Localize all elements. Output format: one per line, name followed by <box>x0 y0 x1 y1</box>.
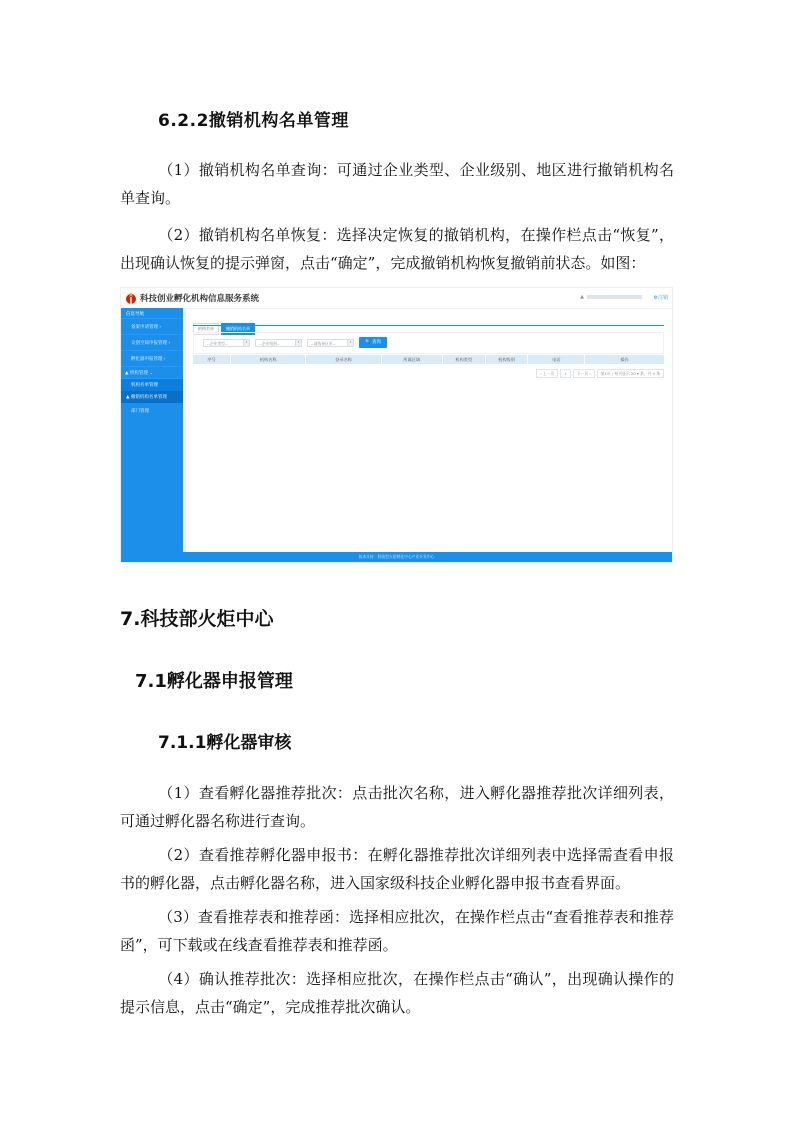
select-value: --企业类型-- <box>207 341 228 346</box>
tab-revoked-list[interactable]: 撤销机构名单 <box>221 323 255 335</box>
paragraph-2 <box>120 221 674 277</box>
sidebar-subitem-org-list[interactable]: 机构名单管理 <box>121 379 183 391</box>
col-login-name: 登录名称 <box>306 355 381 364</box>
col-index: 序号 <box>193 355 231 364</box>
tab-org-list[interactable]: 机构名单 <box>193 323 219 335</box>
embedded-screenshot <box>120 287 673 563</box>
torch-logo-icon <box>124 291 138 305</box>
sidebar-item-filing[interactable]: 备案申请管理 › <box>121 319 183 335</box>
footer: 技术支持：科技型火炬孵化中心产业开发中心 <box>121 552 672 562</box>
table-header <box>193 355 664 364</box>
chevron-down-icon: ▾ <box>347 340 353 346</box>
sidebar-item-department[interactable]: 部门管理 <box>131 409 149 414</box>
col-phone: 电话 <box>528 355 585 364</box>
user-icon: ▲ <box>580 294 584 300</box>
top-bar <box>121 288 672 309</box>
chevron-down-icon: ▾ <box>295 340 301 346</box>
page-number[interactable]: 1 <box>560 369 570 378</box>
enterprise-type-select[interactable] <box>203 339 250 347</box>
tab-underline <box>193 325 664 326</box>
paragraph-6 <box>120 965 674 1021</box>
col-region: 所属区域 <box>382 355 443 364</box>
paragraph-4 <box>120 841 674 897</box>
col-org-name: 机构名称 <box>231 355 306 364</box>
next-page-button[interactable]: 下一页 › <box>573 369 595 378</box>
chevron-down-icon: ▾ <box>243 340 249 346</box>
chapter-heading-7: 7.科技部火炬中心 <box>120 608 274 630</box>
sidebar-item-org-management[interactable]: ▲ 机构管理 ⌄ <box>121 367 183 379</box>
col-org-level: 机构级别 <box>486 355 529 364</box>
paragraph-text: （4）确认推荐批次：选择相应批次，在操作栏点击“确认”，出现确认操作的提示信息，点击“确定”，完成推荐批次确认。 <box>120 970 674 1016</box>
paragraph-1 <box>120 156 674 212</box>
sidebar-subitem-revoked-list[interactable]: ▲ 撤销机构名单管理 <box>121 391 183 403</box>
sidebar-item-incubator[interactable]: 孵化器申报管理 › <box>121 351 183 367</box>
paragraph-text: （2）查看推荐孵化器申报书：在孵化器推荐批次详细列表中选择需查看申报书的孵化器，点击孵化器名称，进入国家级科技企业孵化器申报书查看界面。 <box>120 846 674 892</box>
query-button[interactable]: 🔍 查询 <box>359 337 387 348</box>
section-heading-6-2-2: 6.2.2撤销机构名单管理 <box>158 111 349 131</box>
select-value: --企业级别-- <box>259 341 280 346</box>
paragraph-3 <box>120 779 674 835</box>
region-select[interactable] <box>307 339 354 347</box>
tab-bar <box>193 315 257 331</box>
sidebar-item-makerspace[interactable]: 众创空间申报管理 › <box>121 335 183 351</box>
paragraph-text: （3）查看推荐表和推荐函：选择相应批次，在操作栏点击“查看推荐表和推荐函”，可下载或在线查看推荐表和推荐函。 <box>120 908 674 954</box>
username-blurred <box>587 295 642 299</box>
select-value: --请选择区市-- <box>311 341 336 346</box>
sidebar-header: 信息导航 <box>121 308 183 319</box>
section-heading-7-1-1: 7.1.1孵化器审核 <box>158 733 292 753</box>
paragraph-5 <box>120 903 674 959</box>
user-info[interactable] <box>580 294 642 300</box>
sidebar <box>121 308 183 554</box>
logout-link[interactable]: ⚙注销 <box>653 295 668 301</box>
paragraph-text: （1）撤销机构名单查询：可通过企业类型、企业级别、地区进行撤销机构名单查询。 <box>120 161 674 207</box>
paragraph-text: （1）查看孵化器推荐批次：点击批次名称，进入孵化器推荐批次详细列表，可通过孵化器名称进行查询。 <box>120 784 674 830</box>
col-org-type: 机构类型 <box>443 355 486 364</box>
col-actions: 操作 <box>620 357 629 362</box>
prev-page-button[interactable]: ‹ 上一页 <box>536 369 558 378</box>
pagination <box>536 369 664 378</box>
main-content <box>186 308 672 554</box>
paragraph-text: （2）撤销机构名单恢复：选择决定恢复的撤销机构，在操作栏点击“恢复”，出现确认恢复的提示弹窗，点击“确定”，完成撤销机构恢复撤销前状态。如图： <box>120 226 674 272</box>
page-info: 第1页 / 每页显示 20 ▾ 条，共 0 条 <box>597 369 664 378</box>
section-heading-7-1: 7.1孵化器申报管理 <box>135 671 293 692</box>
system-title: 科技创业孵化机构信息服务系统 <box>140 294 260 304</box>
filter-panel <box>193 332 664 354</box>
enterprise-level-select[interactable] <box>255 339 302 347</box>
